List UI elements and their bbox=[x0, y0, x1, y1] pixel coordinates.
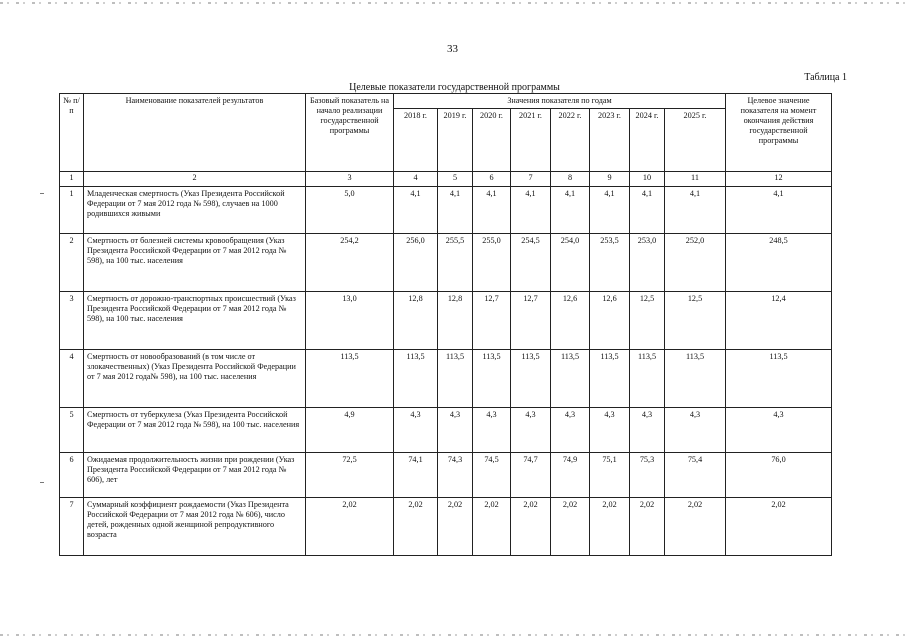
year-value: 252,0 bbox=[665, 234, 726, 292]
column-number: 6 bbox=[473, 172, 511, 187]
year-value: 113,5 bbox=[511, 350, 551, 408]
base-value: 2,02 bbox=[306, 498, 394, 556]
table-header-row bbox=[60, 94, 832, 109]
base-value: 13,0 bbox=[306, 292, 394, 350]
year-value: 12,5 bbox=[630, 292, 665, 350]
year-value: 255,0 bbox=[473, 234, 511, 292]
year-value: 4,3 bbox=[551, 408, 590, 453]
year-value: 113,5 bbox=[590, 350, 630, 408]
base-value: 113,5 bbox=[306, 350, 394, 408]
row-number: 3 bbox=[60, 292, 84, 350]
column-number: 4 bbox=[394, 172, 438, 187]
table-label: Таблица 1 bbox=[804, 72, 847, 83]
year-value: 2,02 bbox=[665, 498, 726, 556]
header-year: 2021 г. bbox=[511, 109, 551, 172]
column-number: 8 bbox=[551, 172, 590, 187]
year-value: 4,1 bbox=[438, 187, 473, 234]
table-title-text: Целевые показатели государственной программы bbox=[349, 82, 560, 93]
year-value: 2,02 bbox=[473, 498, 511, 556]
table-row bbox=[60, 292, 832, 350]
year-value: 113,5 bbox=[473, 350, 511, 408]
column-number: 11 bbox=[665, 172, 726, 187]
year-value: 2,02 bbox=[590, 498, 630, 556]
header-year: 2019 г. bbox=[438, 109, 473, 172]
column-number: 9 bbox=[590, 172, 630, 187]
base-value: 254,2 bbox=[306, 234, 394, 292]
year-value: 12,8 bbox=[394, 292, 438, 350]
year-value: 113,5 bbox=[394, 350, 438, 408]
indicator-name: Смертность от туберкулеза (Указ Президента Российской Федерации от 7 мая 2012 года № 598), на 100 тыс. населения bbox=[84, 408, 306, 453]
header-target-value: Целевое значение показателя на момент окончания действия государственной программы bbox=[726, 94, 832, 172]
row-number: 2 bbox=[60, 234, 84, 292]
year-value: 113,5 bbox=[551, 350, 590, 408]
year-value: 74,9 bbox=[551, 453, 590, 498]
year-value: 75,3 bbox=[630, 453, 665, 498]
margin-mark bbox=[40, 193, 44, 194]
year-value: 74,7 bbox=[511, 453, 551, 498]
table-row bbox=[60, 408, 832, 453]
scan-edge-bottom bbox=[0, 634, 905, 636]
column-numbers-row bbox=[60, 172, 832, 187]
year-value: 4,3 bbox=[473, 408, 511, 453]
year-value: 12,8 bbox=[438, 292, 473, 350]
base-value: 72,5 bbox=[306, 453, 394, 498]
year-value: 75,4 bbox=[665, 453, 726, 498]
indicator-name: Суммарный коэффициент рождаемости (Указ Президента Российской Федерации от 7 мая 2012 года № 606), число детей, рожденных одной женщиной репродуктивного возраста bbox=[84, 498, 306, 556]
year-value: 113,5 bbox=[630, 350, 665, 408]
target-value: 2,02 bbox=[726, 498, 832, 556]
year-value: 253,0 bbox=[630, 234, 665, 292]
row-number: 7 bbox=[60, 498, 84, 556]
indicators-table bbox=[59, 93, 832, 556]
year-value: 4,3 bbox=[590, 408, 630, 453]
year-value: 2,02 bbox=[630, 498, 665, 556]
target-value: 113,5 bbox=[726, 350, 832, 408]
column-number: 5 bbox=[438, 172, 473, 187]
header-number: № п/п bbox=[60, 94, 84, 172]
year-value: 74,3 bbox=[438, 453, 473, 498]
year-value: 4,1 bbox=[473, 187, 511, 234]
year-value: 12,6 bbox=[590, 292, 630, 350]
year-value: 4,3 bbox=[511, 408, 551, 453]
target-value: 4,3 bbox=[726, 408, 832, 453]
year-value: 4,1 bbox=[590, 187, 630, 234]
header-base-value: Базовый показатель на начало реализации государственной программы bbox=[306, 94, 394, 172]
year-value: 75,1 bbox=[590, 453, 630, 498]
column-number: 2 bbox=[84, 172, 306, 187]
year-value: 255,5 bbox=[438, 234, 473, 292]
scan-edge-top bbox=[0, 2, 905, 4]
year-value: 4,3 bbox=[438, 408, 473, 453]
header-indicator-name: Наименование показателей результатов bbox=[84, 94, 306, 172]
year-value: 4,1 bbox=[394, 187, 438, 234]
row-number: 5 bbox=[60, 408, 84, 453]
page-number: 33 bbox=[447, 43, 458, 55]
table-row bbox=[60, 187, 832, 234]
indicator-name: Смертность от новообразований (в том числе от злокачественных) (Указ Президента Российской Федерации от 7 мая 2012 года№ 598), на 100 тыс. населения bbox=[84, 350, 306, 408]
table-title bbox=[0, 82, 905, 93]
year-value: 2,02 bbox=[438, 498, 473, 556]
row-number: 4 bbox=[60, 350, 84, 408]
base-value: 5,0 bbox=[306, 187, 394, 234]
year-value: 74,5 bbox=[473, 453, 511, 498]
indicator-name: Ожидаемая продолжительность жизни при рождении (Указ Президента Российской Федерации от 7 мая 2012 года № 606), лет bbox=[84, 453, 306, 498]
year-value: 254,5 bbox=[511, 234, 551, 292]
row-number: 6 bbox=[60, 453, 84, 498]
year-value: 4,1 bbox=[551, 187, 590, 234]
target-value: 4,1 bbox=[726, 187, 832, 234]
year-value: 12,7 bbox=[511, 292, 551, 350]
year-value: 2,02 bbox=[551, 498, 590, 556]
year-value: 253,5 bbox=[590, 234, 630, 292]
table-row bbox=[60, 498, 832, 556]
year-value: 4,3 bbox=[665, 408, 726, 453]
header-year: 2023 г. bbox=[590, 109, 630, 172]
table-row bbox=[60, 234, 832, 292]
header-year: 2024 г. bbox=[630, 109, 665, 172]
year-value: 113,5 bbox=[665, 350, 726, 408]
base-value: 4,9 bbox=[306, 408, 394, 453]
column-number: 3 bbox=[306, 172, 394, 187]
header-values-by-year: Значения показателя по годам bbox=[394, 94, 726, 109]
column-number: 10 bbox=[630, 172, 665, 187]
year-value: 2,02 bbox=[511, 498, 551, 556]
header-year: 2018 г. bbox=[394, 109, 438, 172]
year-value: 74,1 bbox=[394, 453, 438, 498]
column-number: 1 bbox=[60, 172, 84, 187]
year-value: 12,5 bbox=[665, 292, 726, 350]
year-value: 4,1 bbox=[630, 187, 665, 234]
column-number: 7 bbox=[511, 172, 551, 187]
year-value: 4,3 bbox=[394, 408, 438, 453]
table-row bbox=[60, 453, 832, 498]
target-value: 12,4 bbox=[726, 292, 832, 350]
year-value: 113,5 bbox=[438, 350, 473, 408]
year-value: 12,6 bbox=[551, 292, 590, 350]
year-value: 4,1 bbox=[665, 187, 726, 234]
year-value: 256,0 bbox=[394, 234, 438, 292]
indicator-name: Смертность от дорожно-транспортных происшествий (Указ Президента Российской Федерации от 7 мая 2012 года № 598), на 100 тыс. населения bbox=[84, 292, 306, 350]
row-number: 1 bbox=[60, 187, 84, 234]
indicator-name: Младенческая смертность (Указ Президента Российской Федерации от 7 мая 2012 года № 598), случаев на 1000 родившихся живыми bbox=[84, 187, 306, 234]
margin-mark bbox=[40, 482, 44, 483]
year-value: 4,1 bbox=[511, 187, 551, 234]
header-year: 2020 г. bbox=[473, 109, 511, 172]
year-value: 12,7 bbox=[473, 292, 511, 350]
target-value: 248,5 bbox=[726, 234, 832, 292]
table-row bbox=[60, 350, 832, 408]
year-value: 2,02 bbox=[394, 498, 438, 556]
year-value: 4,3 bbox=[630, 408, 665, 453]
header-year: 2025 г. bbox=[665, 109, 726, 172]
header-year: 2022 г. bbox=[551, 109, 590, 172]
target-value: 76,0 bbox=[726, 453, 832, 498]
indicator-name: Смертность от болезней системы кровообращения (Указ Президента Российской Федерации от 7 мая 2012 года № 598), на 100 тыс. населения bbox=[84, 234, 306, 292]
year-value: 254,0 bbox=[551, 234, 590, 292]
column-number: 12 bbox=[726, 172, 832, 187]
